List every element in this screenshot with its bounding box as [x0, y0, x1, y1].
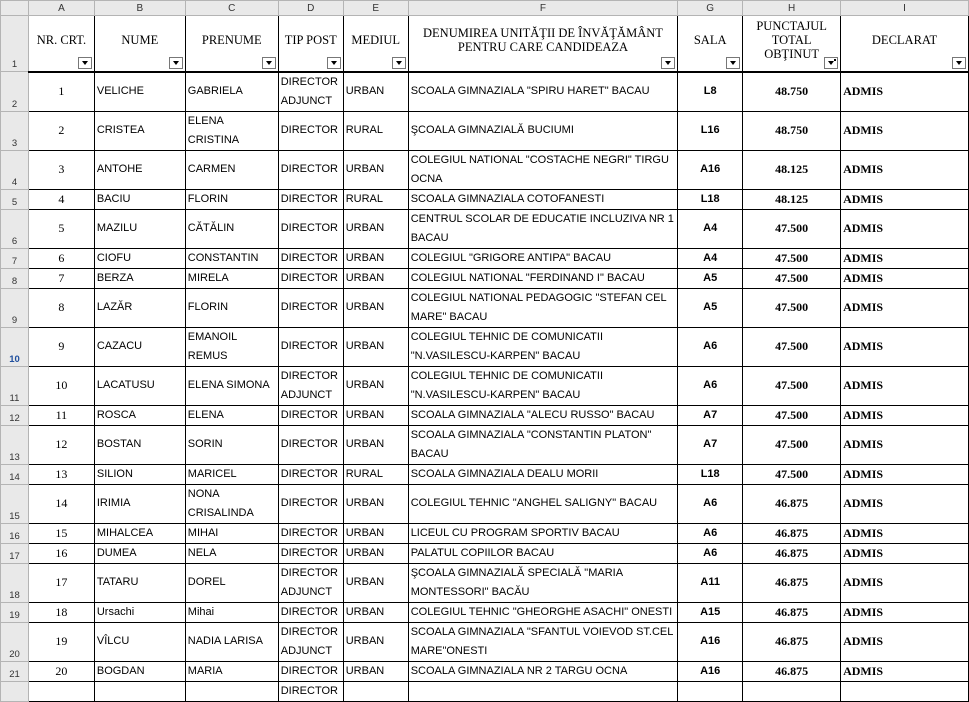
- table-row: [1, 661, 969, 681]
- cell-declarat[interactable]: ADMIS: [841, 602, 969, 622]
- cell-nr-crt[interactable]: 20: [28, 661, 94, 681]
- cell-prenume[interactable]: MIRELA: [185, 268, 278, 288]
- cell-mediul[interactable]: URBAN: [343, 366, 408, 405]
- cell-mediul[interactable]: RURAL: [343, 464, 408, 484]
- cell-declarat[interactable]: ADMIS: [841, 661, 969, 681]
- cell-unitate[interactable]: COLEGIUL TEHNIC "ANGHEL SALIGNY" BACAU: [408, 484, 678, 523]
- cell-nume[interactable]: DUMEA: [94, 543, 185, 563]
- row-header[interactable]: 2: [1, 72, 29, 112]
- cell-tip-post[interactable]: DIRECTOR: [278, 602, 343, 622]
- column-header-e[interactable]: E: [343, 1, 408, 16]
- cell-unitate[interactable]: SCOALA GIMNAZIALA NR 2 TARGU OCNA: [408, 661, 678, 681]
- cell-tip-post[interactable]: DIRECTOR: [278, 327, 343, 366]
- row-header[interactable]: 16: [1, 523, 29, 543]
- table-row: [1, 464, 969, 484]
- cell-tip-post[interactable]: DIRECTOR ADJUNCT: [278, 622, 343, 661]
- cell[interactable]: [28, 681, 94, 701]
- cell-unitate[interactable]: COLEGIUL "GRIGORE ANTIPA" BACAU: [408, 248, 678, 268]
- header-denumirea-unitatii[interactable]: [408, 16, 678, 72]
- cell-tip-post[interactable]: DIRECTOR ADJUNCT: [278, 366, 343, 405]
- cell-declarat[interactable]: ADMIS: [841, 248, 969, 268]
- cell-nr-crt[interactable]: 19: [28, 622, 94, 661]
- table-row: [1, 72, 969, 112]
- header-label: PRENUME: [201, 33, 262, 48]
- row-header[interactable]: 3: [1, 111, 29, 150]
- cell-nr-crt[interactable]: 14: [28, 484, 94, 523]
- filter-dropdown-icon[interactable]: [726, 57, 740, 69]
- cell-unitate[interactable]: ŞCOALA GIMNAZIALĂ SPECIALĂ "MARIA MONTESSORI" BACĂU: [408, 563, 678, 602]
- cell-unitate[interactable]: COLEGIUL TEHNIC DE COMUNICATII "N.VASILESCU-KARPEN" BACAU: [408, 366, 678, 405]
- column-header-row: [1, 1, 969, 16]
- cell-nr-crt[interactable]: 13: [28, 464, 94, 484]
- column-header-h[interactable]: H: [743, 1, 841, 16]
- cell-punctaj[interactable]: 48.750: [743, 111, 841, 150]
- cell-sala[interactable]: A7: [678, 405, 743, 425]
- cell-nume[interactable]: IRIMIA: [94, 484, 185, 523]
- cell-prenume[interactable]: GABRIELA: [185, 72, 278, 112]
- header-mediul[interactable]: [343, 16, 408, 72]
- cell-prenume[interactable]: NONA CRISALINDA: [185, 484, 278, 523]
- table-row: [1, 563, 969, 602]
- cell-nume[interactable]: VELICHE: [94, 72, 185, 112]
- header-label: DENUMIREA UNITĂŢII DE ÎNVĂŢĂMÂNT PENTRU CARE CANDIDEAZA: [423, 25, 663, 55]
- cell[interactable]: DIRECTOR: [278, 681, 343, 701]
- cell-unitate[interactable]: SCOALA GIMNAZIALA COTOFANESTI: [408, 189, 678, 209]
- cell-mediul[interactable]: URBAN: [343, 622, 408, 661]
- column-header-b[interactable]: B: [94, 1, 185, 16]
- cell-punctaj[interactable]: 46.875: [743, 543, 841, 563]
- cell-prenume[interactable]: ELENA CRISTINA: [185, 111, 278, 150]
- cell-punctaj[interactable]: 46.875: [743, 622, 841, 661]
- cell-nume[interactable]: VÎLCU: [94, 622, 185, 661]
- cell[interactable]: [185, 681, 278, 701]
- table-row: [1, 543, 969, 563]
- cell-nume[interactable]: TATARU: [94, 563, 185, 602]
- cell-nume[interactable]: MIHALCEA: [94, 523, 185, 543]
- row-header[interactable]: 10: [1, 327, 29, 366]
- filter-dropdown-icon[interactable]: [392, 57, 406, 69]
- cell-nr-crt[interactable]: 11: [28, 405, 94, 425]
- cell-declarat[interactable]: ADMIS: [841, 464, 969, 484]
- column-header-i[interactable]: I: [841, 1, 969, 16]
- cell[interactable]: [343, 681, 408, 701]
- column-header-f[interactable]: F: [408, 1, 678, 16]
- row-header[interactable]: 21: [1, 661, 29, 681]
- header-nr-crt[interactable]: [28, 16, 94, 72]
- cell-declarat[interactable]: ADMIS: [841, 189, 969, 209]
- cell-declarat[interactable]: ADMIS: [841, 111, 969, 150]
- row-header[interactable]: 5: [1, 189, 29, 209]
- table-row: [1, 209, 969, 248]
- table-row: [1, 523, 969, 543]
- cell-prenume[interactable]: NELA: [185, 543, 278, 563]
- sorted-filter-dropdown-icon[interactable]: [824, 57, 838, 69]
- header-punctaj[interactable]: [743, 16, 841, 72]
- cell-punctaj[interactable]: 48.750: [743, 72, 841, 112]
- row-header[interactable]: 19: [1, 602, 29, 622]
- cell-unitate[interactable]: COLEGIUL NATIONAL PEDAGOGIC "STEFAN CEL MARE" BACAU: [408, 288, 678, 327]
- cell-nume[interactable]: SILION: [94, 464, 185, 484]
- cell-punctaj[interactable]: 47.500: [743, 366, 841, 405]
- cell-nume[interactable]: Ursachi: [94, 602, 185, 622]
- cell-mediul[interactable]: URBAN: [343, 150, 408, 189]
- cell-punctaj[interactable]: 46.875: [743, 661, 841, 681]
- cell-sala[interactable]: A6: [678, 543, 743, 563]
- header-label: TIP POST: [284, 33, 337, 48]
- cell-nr-crt[interactable]: 6: [28, 248, 94, 268]
- cell-unitate[interactable]: COLEGIUL NATIONAL "FERDINAND I" BACAU: [408, 268, 678, 288]
- cell-sala[interactable]: A6: [678, 523, 743, 543]
- cell-tip-post[interactable]: DIRECTOR: [278, 464, 343, 484]
- row-header[interactable]: 9: [1, 288, 29, 327]
- cell-declarat[interactable]: ADMIS: [841, 268, 969, 288]
- cell-mediul[interactable]: URBAN: [343, 523, 408, 543]
- table-row: [1, 268, 969, 288]
- cell-mediul[interactable]: URBAN: [343, 543, 408, 563]
- cell-prenume[interactable]: CARMEN: [185, 150, 278, 189]
- row-header[interactable]: 8: [1, 268, 29, 288]
- cell-mediul[interactable]: URBAN: [343, 405, 408, 425]
- cell-prenume[interactable]: MARICEL: [185, 464, 278, 484]
- table-header-row: [1, 16, 969, 72]
- cell-declarat[interactable]: ADMIS: [841, 209, 969, 248]
- cell-unitate[interactable]: ŞCOALA GIMNAZIALĂ BUCIUMI: [408, 111, 678, 150]
- header-tip-post[interactable]: [278, 16, 343, 72]
- cell-nume[interactable]: ROSCA: [94, 405, 185, 425]
- filter-dropdown-icon[interactable]: [327, 57, 341, 69]
- cell-punctaj[interactable]: 47.500: [743, 248, 841, 268]
- cell-punctaj[interactable]: 48.125: [743, 189, 841, 209]
- cell-tip-post[interactable]: DIRECTOR: [278, 425, 343, 464]
- header-label: DECLARAT: [871, 33, 938, 48]
- row-header[interactable]: 15: [1, 484, 29, 523]
- cell-unitate[interactable]: PALATUL COPIILOR BACAU: [408, 543, 678, 563]
- cell-nume[interactable]: BACIU: [94, 189, 185, 209]
- cell-punctaj[interactable]: 47.500: [743, 209, 841, 248]
- cell-unitate[interactable]: LICEUL CU PROGRAM SPORTIV BACAU: [408, 523, 678, 543]
- table-row: [1, 425, 969, 464]
- cell-nume[interactable]: LAZĂR: [94, 288, 185, 327]
- cell-mediul[interactable]: RURAL: [343, 189, 408, 209]
- cell[interactable]: [841, 681, 969, 701]
- cell-declarat[interactable]: ADMIS: [841, 563, 969, 602]
- cell-punctaj[interactable]: 47.500: [743, 288, 841, 327]
- cell-unitate[interactable]: SCOALA GIMNAZIALA "SPIRU HARET" BACAU: [408, 72, 678, 112]
- table-row-partial: [1, 681, 969, 701]
- cell-sala[interactable]: L16: [678, 111, 743, 150]
- cell-mediul[interactable]: URBAN: [343, 72, 408, 112]
- cell-tip-post[interactable]: DIRECTOR: [278, 288, 343, 327]
- row-header[interactable]: 7: [1, 248, 29, 268]
- cell-declarat[interactable]: ADMIS: [841, 366, 969, 405]
- cell-unitate[interactable]: COLEGIUL TEHNIC "GHEORGHE ASACHI" ONESTI: [408, 602, 678, 622]
- column-header-a[interactable]: A: [28, 1, 94, 16]
- cell[interactable]: [678, 681, 743, 701]
- cell-tip-post[interactable]: DIRECTOR: [278, 661, 343, 681]
- row-header[interactable]: 6: [1, 209, 29, 248]
- cell-sala[interactable]: A6: [678, 484, 743, 523]
- cell-nume[interactable]: CRISTEA: [94, 111, 185, 150]
- cell-prenume[interactable]: ELENA SIMONA: [185, 366, 278, 405]
- row-header[interactable]: [1, 681, 29, 701]
- table-row: [1, 366, 969, 405]
- table-row: [1, 327, 969, 366]
- cell[interactable]: [743, 681, 841, 701]
- cell-unitate[interactable]: COLEGIUL TEHNIC DE COMUNICATII "N.VASILESCU-KARPEN" BACAU: [408, 327, 678, 366]
- cell-declarat[interactable]: ADMIS: [841, 484, 969, 523]
- cell-unitate[interactable]: CENTRUL SCOLAR DE EDUCATIE INCLUZIVA NR 1 BACAU: [408, 209, 678, 248]
- cell-sala[interactable]: A6: [678, 327, 743, 366]
- cell-prenume[interactable]: NADIA LARISA: [185, 622, 278, 661]
- table-row: [1, 602, 969, 622]
- cell-declarat[interactable]: ADMIS: [841, 150, 969, 189]
- filter-dropdown-icon[interactable]: [169, 57, 183, 69]
- cell-mediul[interactable]: URBAN: [343, 425, 408, 464]
- cell-declarat[interactable]: ADMIS: [841, 327, 969, 366]
- row-header[interactable]: 17: [1, 543, 29, 563]
- cell-mediul[interactable]: URBAN: [343, 602, 408, 622]
- cell-sala[interactable]: A11: [678, 563, 743, 602]
- table-row: [1, 288, 969, 327]
- cell-punctaj[interactable]: 47.500: [743, 464, 841, 484]
- cell-punctaj[interactable]: 48.125: [743, 150, 841, 189]
- header-label: NUME: [121, 33, 159, 48]
- cell-nr-crt[interactable]: 12: [28, 425, 94, 464]
- cell-declarat[interactable]: ADMIS: [841, 405, 969, 425]
- cell-nr-crt[interactable]: 4: [28, 189, 94, 209]
- table-row: [1, 189, 969, 209]
- cell-unitate[interactable]: COLEGIUL NATIONAL "COSTACHE NEGRI" TIRGU OCNA: [408, 150, 678, 189]
- cell-nr-crt[interactable]: 5: [28, 209, 94, 248]
- cell-nr-crt[interactable]: 10: [28, 366, 94, 405]
- table-row: [1, 622, 969, 661]
- select-all-corner[interactable]: [1, 1, 29, 16]
- cell-tip-post[interactable]: DIRECTOR ADJUNCT: [278, 563, 343, 602]
- cell-mediul[interactable]: URBAN: [343, 327, 408, 366]
- cell-nume[interactable]: CAZACU: [94, 327, 185, 366]
- filter-dropdown-icon[interactable]: [262, 57, 276, 69]
- filter-dropdown-icon[interactable]: [952, 57, 966, 69]
- cell-tip-post[interactable]: DIRECTOR: [278, 248, 343, 268]
- cell-sala[interactable]: A5: [678, 288, 743, 327]
- cell-mediul[interactable]: URBAN: [343, 209, 408, 248]
- cell-sala[interactable]: A16: [678, 661, 743, 681]
- cell-punctaj[interactable]: 46.875: [743, 563, 841, 602]
- cell-tip-post[interactable]: DIRECTOR: [278, 268, 343, 288]
- cell-tip-post[interactable]: DIRECTOR: [278, 484, 343, 523]
- column-header-g[interactable]: G: [678, 1, 743, 16]
- column-header-d[interactable]: D: [278, 1, 343, 16]
- cell-sala[interactable]: L18: [678, 464, 743, 484]
- cell-declarat[interactable]: ADMIS: [841, 543, 969, 563]
- cell-punctaj[interactable]: 47.500: [743, 405, 841, 425]
- cell-tip-post[interactable]: DIRECTOR: [278, 150, 343, 189]
- cell-prenume[interactable]: MARIA: [185, 661, 278, 681]
- header-nume[interactable]: [94, 16, 185, 72]
- cell-prenume[interactable]: CĂTĂLIN: [185, 209, 278, 248]
- cell-tip-post[interactable]: DIRECTOR: [278, 209, 343, 248]
- row-header[interactable]: 4: [1, 150, 29, 189]
- table-row: [1, 484, 969, 523]
- cell-nume[interactable]: CIOFU: [94, 248, 185, 268]
- row-header[interactable]: 12: [1, 405, 29, 425]
- header-label: MEDIUL: [351, 33, 400, 48]
- cell-tip-post[interactable]: DIRECTOR: [278, 111, 343, 150]
- cell-mediul[interactable]: RURAL: [343, 111, 408, 150]
- cell-prenume[interactable]: ELENA: [185, 405, 278, 425]
- cell-prenume[interactable]: Mihai: [185, 602, 278, 622]
- row-header[interactable]: 11: [1, 366, 29, 405]
- cell-declarat[interactable]: ADMIS: [841, 523, 969, 543]
- cell-nume[interactable]: MAZILU: [94, 209, 185, 248]
- cell-prenume[interactable]: DOREL: [185, 563, 278, 602]
- cell-nr-crt[interactable]: 7: [28, 268, 94, 288]
- cell-mediul[interactable]: URBAN: [343, 288, 408, 327]
- cell-mediul[interactable]: URBAN: [343, 563, 408, 602]
- cell-nr-crt[interactable]: 1: [28, 72, 94, 112]
- cell-nr-crt[interactable]: 16: [28, 543, 94, 563]
- cell-sala[interactable]: L18: [678, 189, 743, 209]
- cell-nume[interactable]: ANTOHE: [94, 150, 185, 189]
- cell-tip-post[interactable]: DIRECTOR: [278, 543, 343, 563]
- row-header[interactable]: 20: [1, 622, 29, 661]
- cell-tip-post[interactable]: DIRECTOR: [278, 405, 343, 425]
- cell[interactable]: [408, 681, 678, 701]
- filter-dropdown-icon[interactable]: [661, 57, 675, 69]
- header-declarat[interactable]: [841, 16, 969, 72]
- cell-declarat[interactable]: ADMIS: [841, 72, 969, 112]
- table-row: [1, 405, 969, 425]
- header-label: NR. CRT.: [36, 33, 87, 48]
- header-label: SALA: [693, 33, 727, 48]
- cell-sala[interactable]: A5: [678, 268, 743, 288]
- cell-sala[interactable]: A4: [678, 248, 743, 268]
- cell-sala[interactable]: A6: [678, 366, 743, 405]
- cell-prenume[interactable]: EMANOIL REMUS: [185, 327, 278, 366]
- cell-tip-post[interactable]: DIRECTOR ADJUNCT: [278, 72, 343, 112]
- cell-mediul[interactable]: URBAN: [343, 484, 408, 523]
- cell-prenume[interactable]: FLORIN: [185, 288, 278, 327]
- row-header[interactable]: 1: [1, 16, 29, 72]
- cell-unitate[interactable]: SCOALA GIMNAZIALA "ALECU RUSSO" BACAU: [408, 405, 678, 425]
- table-row: [1, 111, 969, 150]
- cell-prenume[interactable]: FLORIN: [185, 189, 278, 209]
- row-header[interactable]: 18: [1, 563, 29, 602]
- cell-nume[interactable]: LACATUSU: [94, 366, 185, 405]
- cell-nr-crt[interactable]: 9: [28, 327, 94, 366]
- cell-nume[interactable]: BOGDAN: [94, 661, 185, 681]
- cell-unitate[interactable]: SCOALA GIMNAZIALA DEALU MORII: [408, 464, 678, 484]
- row-header[interactable]: 14: [1, 464, 29, 484]
- header-label: PUNCTAJUL TOTAL OBŢINUT: [756, 18, 827, 62]
- cell-punctaj[interactable]: 46.875: [743, 602, 841, 622]
- table-row: [1, 150, 969, 189]
- header-prenume[interactable]: [185, 16, 278, 72]
- cell-sala[interactable]: A15: [678, 602, 743, 622]
- cell-punctaj[interactable]: 47.500: [743, 327, 841, 366]
- cell-unitate[interactable]: SCOALA GIMNAZIALA "SFANTUL VOIEVOD ST.CEL MARE"ONESTI: [408, 622, 678, 661]
- table-row: [1, 248, 969, 268]
- cell-prenume[interactable]: SORIN: [185, 425, 278, 464]
- cell-nume[interactable]: BERZA: [94, 268, 185, 288]
- cell-sala[interactable]: L8: [678, 72, 743, 112]
- cell-nr-crt[interactable]: 2: [28, 111, 94, 150]
- column-header-c[interactable]: C: [185, 1, 278, 16]
- cell-mediul[interactable]: URBAN: [343, 661, 408, 681]
- cell-punctaj[interactable]: 46.875: [743, 484, 841, 523]
- cell-sala[interactable]: A16: [678, 150, 743, 189]
- cell-declarat[interactable]: ADMIS: [841, 288, 969, 327]
- cell-nr-crt[interactable]: 15: [28, 523, 94, 543]
- cell-nume[interactable]: BOSTAN: [94, 425, 185, 464]
- filter-dropdown-icon[interactable]: [78, 57, 92, 69]
- header-sala[interactable]: [678, 16, 743, 72]
- cell-prenume[interactable]: CONSTANTIN: [185, 248, 278, 268]
- cell-sala[interactable]: A16: [678, 622, 743, 661]
- cell-punctaj[interactable]: 46.875: [743, 523, 841, 543]
- cell-tip-post[interactable]: DIRECTOR: [278, 523, 343, 543]
- cell-nr-crt[interactable]: 3: [28, 150, 94, 189]
- cell-punctaj[interactable]: 47.500: [743, 425, 841, 464]
- cell-nr-crt[interactable]: 18: [28, 602, 94, 622]
- cell-nr-crt[interactable]: 17: [28, 563, 94, 602]
- cell-sala[interactable]: A4: [678, 209, 743, 248]
- cell-sala[interactable]: A7: [678, 425, 743, 464]
- cell-nr-crt[interactable]: 8: [28, 288, 94, 327]
- cell-unitate[interactable]: SCOALA GIMNAZIALA "CONSTANTIN PLATON" BACAU: [408, 425, 678, 464]
- row-header[interactable]: 13: [1, 425, 29, 464]
- cell-declarat[interactable]: ADMIS: [841, 622, 969, 661]
- cell-tip-post[interactable]: DIRECTOR: [278, 189, 343, 209]
- cell-mediul[interactable]: URBAN: [343, 248, 408, 268]
- cell-declarat[interactable]: ADMIS: [841, 425, 969, 464]
- cell-punctaj[interactable]: 47.500: [743, 268, 841, 288]
- cell-mediul[interactable]: URBAN: [343, 268, 408, 288]
- cell-prenume[interactable]: MIHAI: [185, 523, 278, 543]
- cell[interactable]: [94, 681, 185, 701]
